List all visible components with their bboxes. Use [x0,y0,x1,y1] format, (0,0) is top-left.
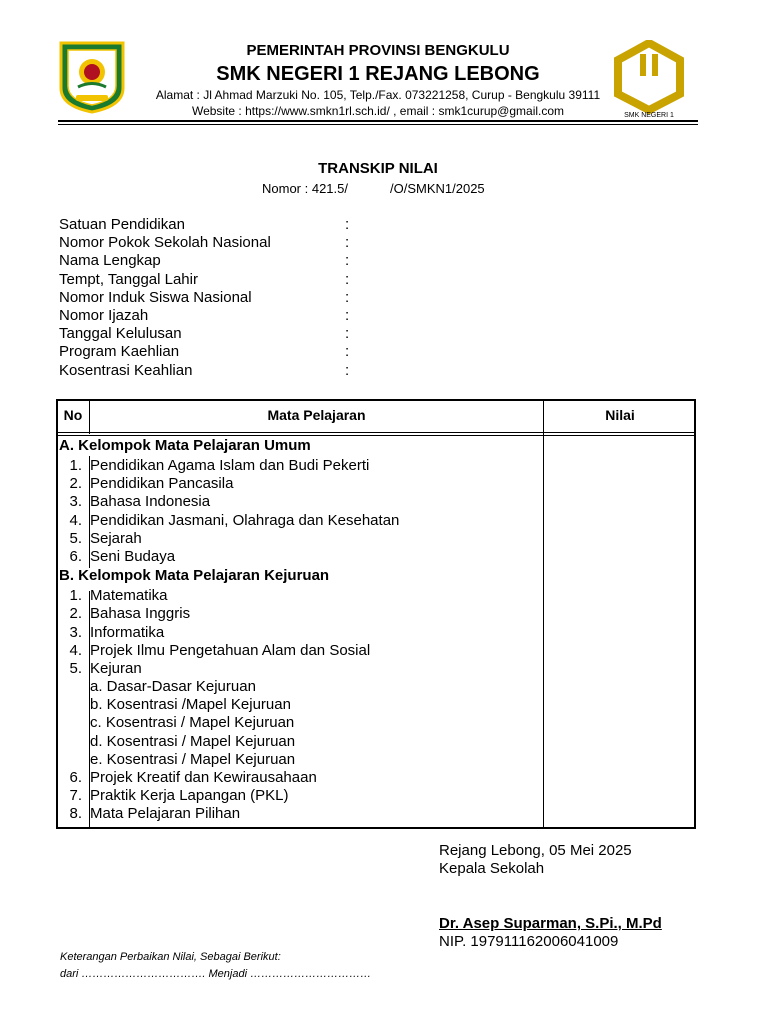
info-colon: : [345,252,350,270]
column-header-score: Nilai [605,407,635,423]
subject-name: Mata Pelajaran Pilihan [90,805,241,823]
school-address: Alamat : Jl Ahmad Marzuki No. 105, Telp./Fax. 073221258, Curup - Bengkulu 39111 [155,88,601,102]
table-header-divider [56,432,696,433]
row-number: 1. [69,457,82,474]
row-number: 6. [69,547,82,565]
signature-nip: NIP. 197911162006041009 [439,933,619,950]
info-label: Kosentrasi Keahlian [59,361,193,379]
info-label: Nomor Pokok Sekolah Nasional [59,234,271,252]
column-header-no: No [63,407,83,423]
subject-name: Praktik Kerja Lapangan (PKL) [90,787,289,805]
subject-name: Sejarah [90,529,142,547]
info-row [59,306,350,325]
info-row [59,343,350,361]
subject-name: e. Kosentrasi / Mapel Kejuruan [90,750,296,768]
subject-name: Pendidikan Jasmani, Olahraga dan Kesehatan [90,511,400,529]
document-number-suffix: /O/SMKN1/2025 [390,181,485,196]
school-website-email: Website : https://www.smkn1rl.sch.id/ , email : smk1curup@gmail.com [191,104,565,118]
table-row [58,660,542,678]
info-row [59,216,350,234]
table-row [58,475,542,493]
table-row [58,714,542,732]
row-number: 6. [69,769,82,786]
table-row [58,548,542,566]
header-divider-thin [58,124,698,125]
row-number: 7. [69,787,82,805]
subject-name: b. Kosentrasi /Mapel Kejuruan [90,696,291,714]
info-label: Tanggal Kelulusan [59,325,182,343]
info-row [59,288,350,307]
subject-name: Bahasa Indonesia [90,493,211,511]
signature-name: Dr. Asep Suparman, S.Pi., M.Pd [439,915,662,932]
table-row [58,512,542,530]
table-column-divider [543,400,544,828]
subject-name: Seni Budaya [90,547,176,565]
table-row [58,769,542,787]
government-heading: PEMERINTAH PROVINSI BENGKULU [246,42,510,59]
info-label: Nama Lengkap [59,252,161,270]
group-heading [58,566,542,585]
subject-name: Informatika [90,623,165,641]
signature-position: Kepala Sekolah [439,860,545,877]
info-label: Program Kaehlian [59,343,180,361]
info-colon: : [345,361,350,379]
row-number: 2. [69,475,82,493]
table-row [58,457,542,475]
info-colon: : [345,325,350,343]
header-divider [58,120,698,122]
group-title: A. Kelompok Mata Pelajaran Umum [59,437,311,454]
group-heading [58,436,542,455]
row-number: 3. [69,493,82,511]
table-body [58,436,542,824]
row-number: 5. [69,659,82,677]
subject-name: Bahasa Inggris [90,605,191,623]
info-colon: : [345,234,350,252]
table-row [58,530,542,548]
document-title: TRANSKIP NILAI [318,160,438,177]
student-info-block [59,216,350,380]
row-number: 3. [69,623,82,641]
subject-name: Projek Kreatif dan Kewirausahaan [90,769,317,786]
info-label: Nomor Ijazah [59,306,149,324]
info-label: Tempt, Tanggal Lahir [59,270,198,288]
info-row [59,325,350,343]
info-row [59,234,350,252]
row-number: 8. [69,805,82,823]
school-name: SMK NEGERI 1 REJANG LEBONG [216,63,540,85]
group-title: B. Kelompok Mata Pelajaran Kejuruan [59,567,330,585]
subject-name: Projek Ilmu Pengetahuan Alam dan Sosial [90,641,371,659]
signature-place-date: Rejang Lebong, 05 Mei 2025 [439,842,632,859]
subject-name: Pendidikan Agama Islam dan Budi Pekerti [90,457,370,474]
subject-name: Matematika [90,587,168,605]
table-row [58,624,542,642]
table-row [58,733,542,751]
table-row [58,642,542,660]
table-row [58,587,542,605]
table-row [58,605,542,623]
subject-name: Pendidikan Pancasila [90,475,234,493]
info-label: Nomor Induk Siswa Nasional [59,288,252,306]
info-colon: : [345,216,350,233]
info-label: Satuan Pendidikan [59,216,185,233]
table-row [58,678,542,696]
row-number: 1. [69,587,82,605]
note-detail: dari ……………………………. Menjadi …………………………… [60,968,372,980]
info-row [59,252,350,270]
column-header-subject: Mata Pelajaran [267,407,366,423]
info-colon: : [345,306,350,324]
info-colon: : [345,270,350,288]
row-number: 2. [69,605,82,623]
table-row [58,751,542,769]
row-number: 5. [69,529,82,547]
subject-name: a. Dasar-Dasar Kejuruan [90,678,256,696]
info-row [59,361,350,380]
info-row [59,270,350,289]
school-logo-text: SMK NEGERI 1 [624,112,674,119]
subject-name: c. Kosentrasi / Mapel Kejuruan [90,714,295,732]
subject-column-guide [89,456,90,568]
info-colon: : [345,288,350,306]
subject-column-guide [89,591,90,827]
info-colon: : [345,343,350,361]
note-heading: Keterangan Perbaikan Nilai, Sebagai Berikut: [60,951,281,963]
table-row [58,696,542,714]
document-number-prefix: Nomor : 421.5/ [262,181,348,196]
subject-name: d. Kosentrasi / Mapel Kejuruan [90,732,296,750]
subject-name: Kejuran [90,659,142,677]
row-number: 4. [69,641,82,659]
table-row [58,805,542,823]
table-row [58,493,542,511]
row-number: 4. [69,511,82,529]
table-row [58,787,542,805]
